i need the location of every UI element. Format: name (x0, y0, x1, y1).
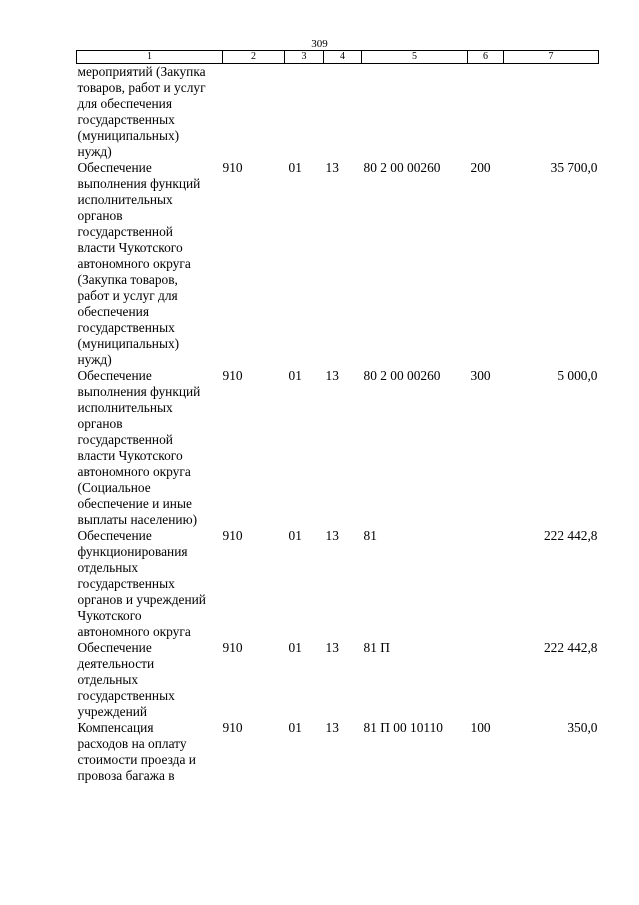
item-name-cell (77, 528, 223, 640)
expense-type-cell (468, 64, 504, 161)
amount-cell (504, 64, 599, 161)
table-body (77, 64, 599, 785)
item-name-line: мероприятий (Закупка (77, 64, 206, 79)
subsection-cell: 13 (325, 720, 339, 735)
item-name-line: работ и услуг для (77, 288, 178, 303)
ministry-code-cell (223, 64, 285, 161)
item-name-line: выполнения функций (77, 176, 201, 191)
subsection-cell (324, 64, 362, 161)
expense-type-cell (468, 528, 504, 640)
item-name-line: государственных (77, 112, 175, 127)
section-cell: 01 (288, 160, 302, 175)
item-name-line: органов и учреждений (77, 592, 206, 607)
expense-type-cell: 300 (470, 368, 491, 383)
table-row (77, 528, 599, 640)
table-header (77, 51, 599, 64)
item-name-line: товаров, работ и услуг (77, 80, 206, 95)
column-header-4: 4 (324, 51, 362, 64)
item-name-line: Компенсация (77, 720, 154, 735)
target-article-cell: 81 П 00 10110 (363, 720, 443, 735)
target-article-cell: 81 П (363, 640, 390, 655)
table-row (77, 368, 599, 528)
item-name-line: власти Чукотского (77, 448, 183, 463)
amount-cell: 222 442,8 (543, 528, 598, 543)
expense-type-cell: 200 (470, 160, 491, 175)
item-name-line: нужд) (77, 352, 112, 367)
item-name-line: провоза багажа в (77, 768, 175, 783)
item-name-line: государственных (77, 688, 175, 703)
budget-table (76, 50, 599, 784)
item-name-line: власти Чукотского (77, 240, 183, 255)
target-article-cell: 80 2 00 00260 (363, 160, 441, 175)
item-name-line: выполнения функций (77, 384, 201, 399)
ministry-code-cell: 910 (222, 160, 243, 175)
item-name-line: для обеспечения (77, 96, 172, 111)
section-cell (285, 64, 324, 161)
ministry-code-cell: 910 (222, 368, 243, 383)
item-name-line: обеспечения (77, 304, 149, 319)
item-name-cell (77, 640, 223, 720)
item-name-line: органов (77, 208, 123, 223)
item-name-line: государственной (77, 432, 173, 447)
column-header-3: 3 (285, 51, 324, 64)
column-header-1: 1 (77, 51, 223, 64)
item-name-line: государственных (77, 320, 175, 335)
item-name-line: исполнительных (77, 192, 173, 207)
amount-cell: 5 000,0 (557, 368, 598, 383)
target-article-cell: 81 (363, 528, 377, 543)
item-name-line: Обеспечение (77, 640, 152, 655)
item-name-line: (муниципальных) (77, 336, 180, 351)
item-name-line: функционирования (77, 544, 188, 559)
item-name-line: исполнительных (77, 400, 173, 415)
amount-cell: 350,0 (567, 720, 598, 735)
item-name-line: автономного округа (77, 464, 191, 479)
section-cell: 01 (288, 640, 302, 655)
item-name-line: отдельных (77, 672, 139, 687)
section-cell: 01 (288, 720, 302, 735)
page-number: 309 (311, 38, 328, 50)
item-name-line: обеспечение и иные (77, 496, 192, 511)
item-name-cell (77, 720, 223, 784)
ministry-code-cell: 910 (222, 720, 243, 735)
table-row (77, 720, 599, 784)
column-header-6: 6 (468, 51, 504, 64)
item-name-line: отдельных (77, 560, 139, 575)
item-name-line: Обеспечение (77, 368, 152, 383)
subsection-cell: 13 (325, 528, 339, 543)
ministry-code-cell: 910 (222, 640, 243, 655)
table-row (77, 160, 599, 368)
subsection-cell: 13 (325, 368, 339, 383)
item-name-line: выплаты населению) (77, 512, 198, 527)
item-name-line: деятельности (77, 656, 155, 671)
item-name-line: расходов на оплату (77, 736, 187, 751)
amount-cell: 222 442,8 (543, 640, 598, 655)
item-name-line: Чукотского (77, 608, 142, 623)
header-row (77, 51, 599, 64)
target-article-cell (362, 64, 468, 161)
subsection-cell: 13 (325, 160, 339, 175)
amount-cell: 35 700,0 (550, 160, 598, 175)
table-row (77, 64, 599, 161)
item-name-line: (муниципальных) (77, 128, 180, 143)
section-cell: 01 (288, 368, 302, 383)
item-name-line: нужд) (77, 144, 112, 159)
item-name-cell (77, 368, 223, 528)
item-name-line: Обеспечение (77, 160, 152, 175)
item-name-line: (Социальное (77, 480, 151, 495)
item-name-cell (77, 64, 223, 161)
subsection-cell: 13 (325, 640, 339, 655)
ministry-code-cell: 910 (222, 528, 243, 543)
target-article-cell: 80 2 00 00260 (363, 368, 441, 383)
item-name-line: Обеспечение (77, 528, 152, 543)
item-name-line: государственных (77, 576, 175, 591)
section-cell: 01 (288, 528, 302, 543)
column-header-7: 7 (504, 51, 599, 64)
expense-type-cell: 100 (470, 720, 491, 735)
item-name-line: автономного округа (77, 624, 191, 639)
item-name-line: органов (77, 416, 123, 431)
table-row (77, 640, 599, 720)
item-name-cell (77, 160, 223, 368)
item-name-line: автономного округа (77, 256, 191, 271)
item-name-line: (Закупка товаров, (77, 272, 178, 287)
column-header-2: 2 (223, 51, 285, 64)
item-name-line: государственной (77, 224, 173, 239)
expense-type-cell (468, 640, 504, 720)
item-name-line: учреждений (77, 704, 148, 719)
column-header-5: 5 (362, 51, 468, 64)
item-name-line: стоимости проезда и (77, 752, 196, 767)
